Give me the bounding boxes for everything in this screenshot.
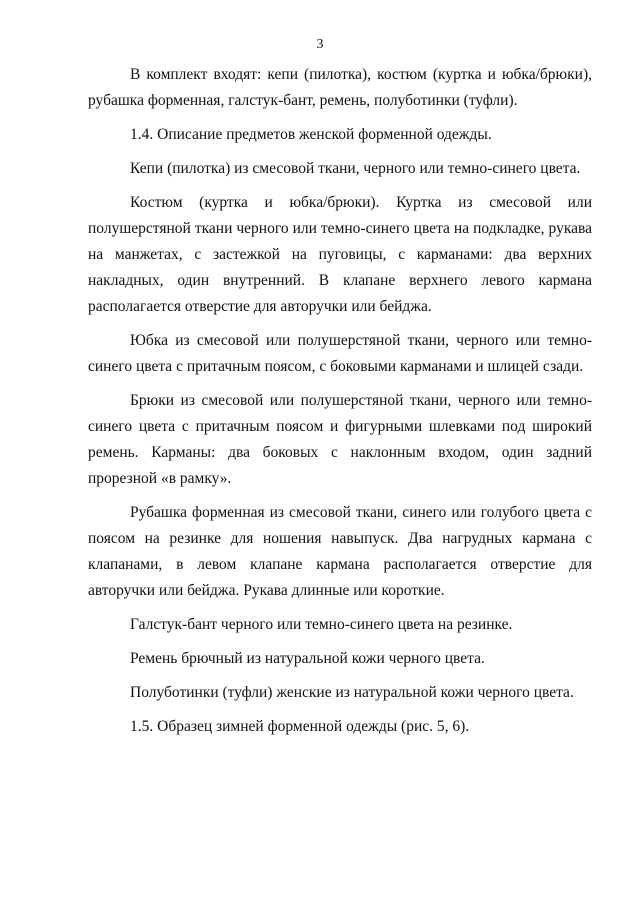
- paragraph-skirt: Юбка из смесовой или полушерстяной ткани, черного или темно-синего цвета с притачным поясом, с боковыми карманами и шлицей сзади.: [88, 332, 592, 375]
- page-number: 3: [316, 37, 324, 52]
- paragraph-suit-jacket: Костюм (куртка и юбка/брюки). Куртка из смесовой или полушерстяной ткани черного или темно-синего цвета на подкладке, рукава на манжетах, с застежкой на пуговицы, с карманами: два верхних накладных, один внутренний. В клапане верхнего левого кармана располагается отверстие для авторучки или бейджа.: [88, 194, 592, 315]
- document-body: [88, 62, 592, 748]
- paragraph-bow-tie: Галстук-бант черного или темно-синего цвета на резинке.: [130, 616, 513, 633]
- paragraph-cap: Кепи (пилотка) из смесовой ткани, черного или темно-синего цвета.: [130, 160, 581, 177]
- section-heading-1-5: 1.5. Образец зимней форменной одежды (рис. 5, 6).: [130, 718, 470, 735]
- section-heading-1-4: 1.4. Описание предметов женской форменной одежды.: [130, 126, 492, 143]
- paragraph-belt: Ремень брючный из натуральной кожи черного цвета.: [130, 650, 485, 667]
- paragraph-shirt: Рубашка форменная из смесовой ткани, синего или голубого цвета с поясом на резинке для ношения навыпуск. Два нагрудных кармана с клапанами, в левом клапане кармана располагается отверстие для авторучки или бейджа. Рукава длинные или короткие.: [88, 504, 592, 599]
- paragraph-trousers: Брюки из смесовой или полушерстяной ткани, черного или темно-синего цвета с притачным поясом и фигурными шлевками под широкий ремень. Карманы: два боковых с наклонным входом, один задний прорезной «в рамку».: [88, 392, 592, 487]
- paragraph-kit-contents: В комплект входят: кепи (пилотка), костюм (куртка и юбка/брюки), рубашка форменная, галстук-бант, ремень, полуботинки (туфли).: [88, 66, 592, 109]
- paragraph-shoes: Полуботинки (туфли) женские из натуральной кожи черного цвета.: [130, 684, 574, 701]
